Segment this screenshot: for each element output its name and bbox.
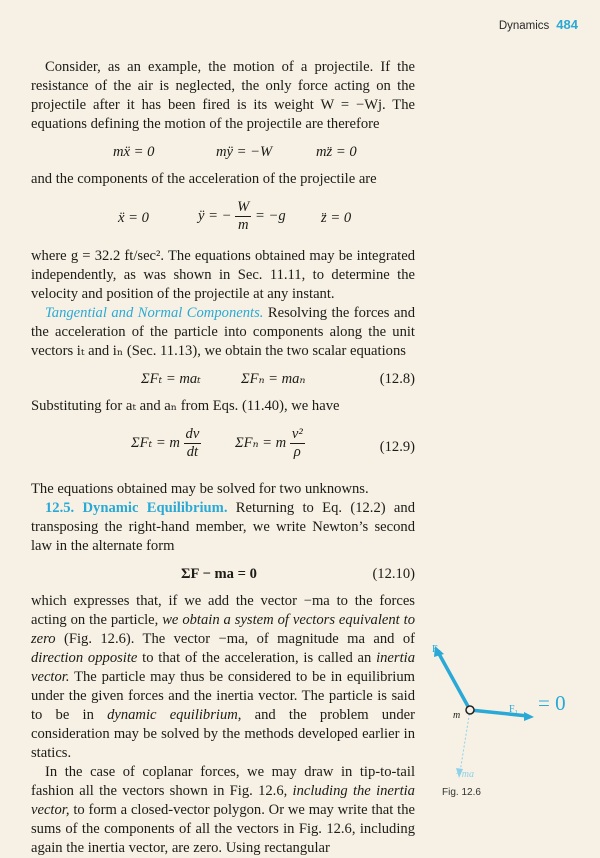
fraction-dv-dt — [184, 426, 202, 461]
text-run: which expresses that, if we add the vector −ma to the forces acting on the particle, — [31, 593, 415, 628]
eq-zdd: z̈ = 0 — [321, 210, 352, 226]
text-run: to that of the acceleration, is called an — [137, 650, 377, 666]
text-run-italic: direction opposite — [31, 650, 138, 666]
text-run-italic: inertia vector. — [31, 650, 415, 685]
eq-fn-v2rho — [235, 426, 305, 461]
paragraph-dynamic-text: Returning to Eq. (12.2) and transposing the right-hand member, we write Newton’s second law in the alternate form — [31, 500, 416, 554]
eq-sum-f-ma — [181, 565, 257, 584]
equation-acceleration — [31, 189, 415, 247]
paragraph-substituting: Substituting for aₜ and aₙ from Eqs. (11.40), we have — [31, 398, 340, 414]
particle-m — [466, 706, 474, 714]
page-header — [499, 17, 578, 32]
eq-ft-left: ΣFₜ = m — [131, 434, 180, 451]
text-run: to form a closed-vector polygon. Or we may write that the sums of the components of all the vectors in Fig. 12.6, including again the inertia vector, are zero. Using rectangular — [31, 802, 415, 856]
eq-ydd-right: = −g — [254, 207, 286, 224]
text-run-italic: we obtain a system of vectors equivalent to zero — [31, 612, 415, 647]
frac-num: v² — [291, 426, 303, 442]
paragraph-integration: where g = 32.2 ft/sec². The equations obtained may be integrated independently, as was shown in Sec. 11.11, to determine the velocity and position of the projectile at any instant. — [31, 248, 415, 302]
label-m: m — [453, 710, 461, 721]
label-f1: F₁ — [509, 704, 519, 715]
equation-motion — [31, 134, 415, 170]
eq-ydd — [198, 199, 286, 234]
paragraph-projectile: Consider, as an example, the motion of a projectile. If the resistance of the air is neglected, the only force acting on the projectile after it has been fired is its weight W = −Wj. The equations defining the motion of the projectile are therefore — [31, 59, 415, 132]
page-number: 484 — [556, 17, 578, 32]
vector-minus-ma — [460, 710, 470, 772]
label-minus-ma: −ma — [455, 769, 474, 780]
frac-den: ρ — [293, 444, 301, 460]
equation-number: (12.9) — [379, 439, 415, 455]
eq-z: mz̈ = 0 — [316, 144, 357, 160]
eq-xdd: ẍ = 0 — [118, 210, 149, 226]
paragraph-tangential-text: Resolving the forces and the acceleration of the particle into components along the unit vectors iₜ and iₙ (Sec. 11.13), we obtain the two scalar equations — [31, 305, 415, 359]
equation-12-10 — [31, 556, 415, 592]
paragraph-acceleration: and the components of the acceleration of the projectile are — [31, 171, 377, 187]
fraction-w-over-m — [235, 199, 251, 234]
eq-ydd-left: ÿ = − — [198, 207, 232, 224]
running-head: Dynamics — [498, 20, 550, 32]
equation-number: (12.10) — [372, 566, 415, 582]
body-text — [31, 58, 415, 858]
paragraph-unknowns: The equations obtained may be solved for two unknowns. — [31, 481, 369, 497]
heading-tangential-normal: Tangential and Normal Components. — [45, 305, 264, 321]
frac-den: dt — [186, 444, 199, 460]
arrowhead-f1 — [524, 712, 534, 721]
equation-number: (12.8) — [379, 371, 415, 387]
eq-x: mẍ = 0 — [113, 144, 155, 160]
figure-caption: Fig. 12.6 — [442, 787, 481, 798]
vector-f1 — [470, 710, 528, 716]
text-run: In the case of coplanar forces, we may draw in tip-to-tail fashion all the vectors shown in Fig. 12.6, — [31, 764, 415, 799]
label-equals-zero: = 0 — [538, 691, 566, 715]
eq-ft-dvdt — [131, 426, 201, 461]
text-run: and the problem under consideration may be solved by the methods developed earlier in statics. — [31, 707, 415, 761]
paragraph-dynamic-equilibrium — [31, 499, 415, 556]
vector-f2 — [438, 652, 470, 710]
equation-12-8 — [31, 361, 415, 397]
text-run-italic: dynamic equilibrium, — [107, 707, 242, 723]
frac-num: W — [237, 199, 250, 215]
frac-num: dv — [185, 426, 200, 442]
paragraph-inertia-vector — [31, 592, 415, 763]
text-run-italic: including the inertia vector, — [31, 783, 415, 818]
paragraph-tangential — [31, 304, 415, 361]
text-run: (Fig. 12.6). The vector −ma, of magnitude ma and of — [55, 631, 415, 647]
text-run: The particle may thus be considered to be in equilibrium under the given forces and the inertia vector. The particle is said to be in — [31, 669, 415, 723]
fraction-v2-rho — [290, 426, 305, 461]
eq-sum-ft: ΣFₜ = maₜ — [141, 371, 201, 387]
eq-sum-fn: ΣFₙ = maₙ — [241, 371, 306, 387]
frac-den: m — [237, 217, 249, 233]
label-f2: F₂ — [432, 644, 442, 655]
eq-y: mÿ = −W — [216, 144, 273, 160]
eq-fn-left: ΣFₙ = m — [235, 434, 287, 451]
equation-12-9 — [31, 416, 415, 480]
heading-dynamic-equilibrium: 12.5. Dynamic Equilibrium. — [45, 500, 228, 516]
eq-sum-f-ma-text: ΣF − ma = 0 — [181, 566, 257, 582]
figure-12-6 — [420, 630, 600, 790]
paragraph-coplanar — [31, 763, 415, 858]
